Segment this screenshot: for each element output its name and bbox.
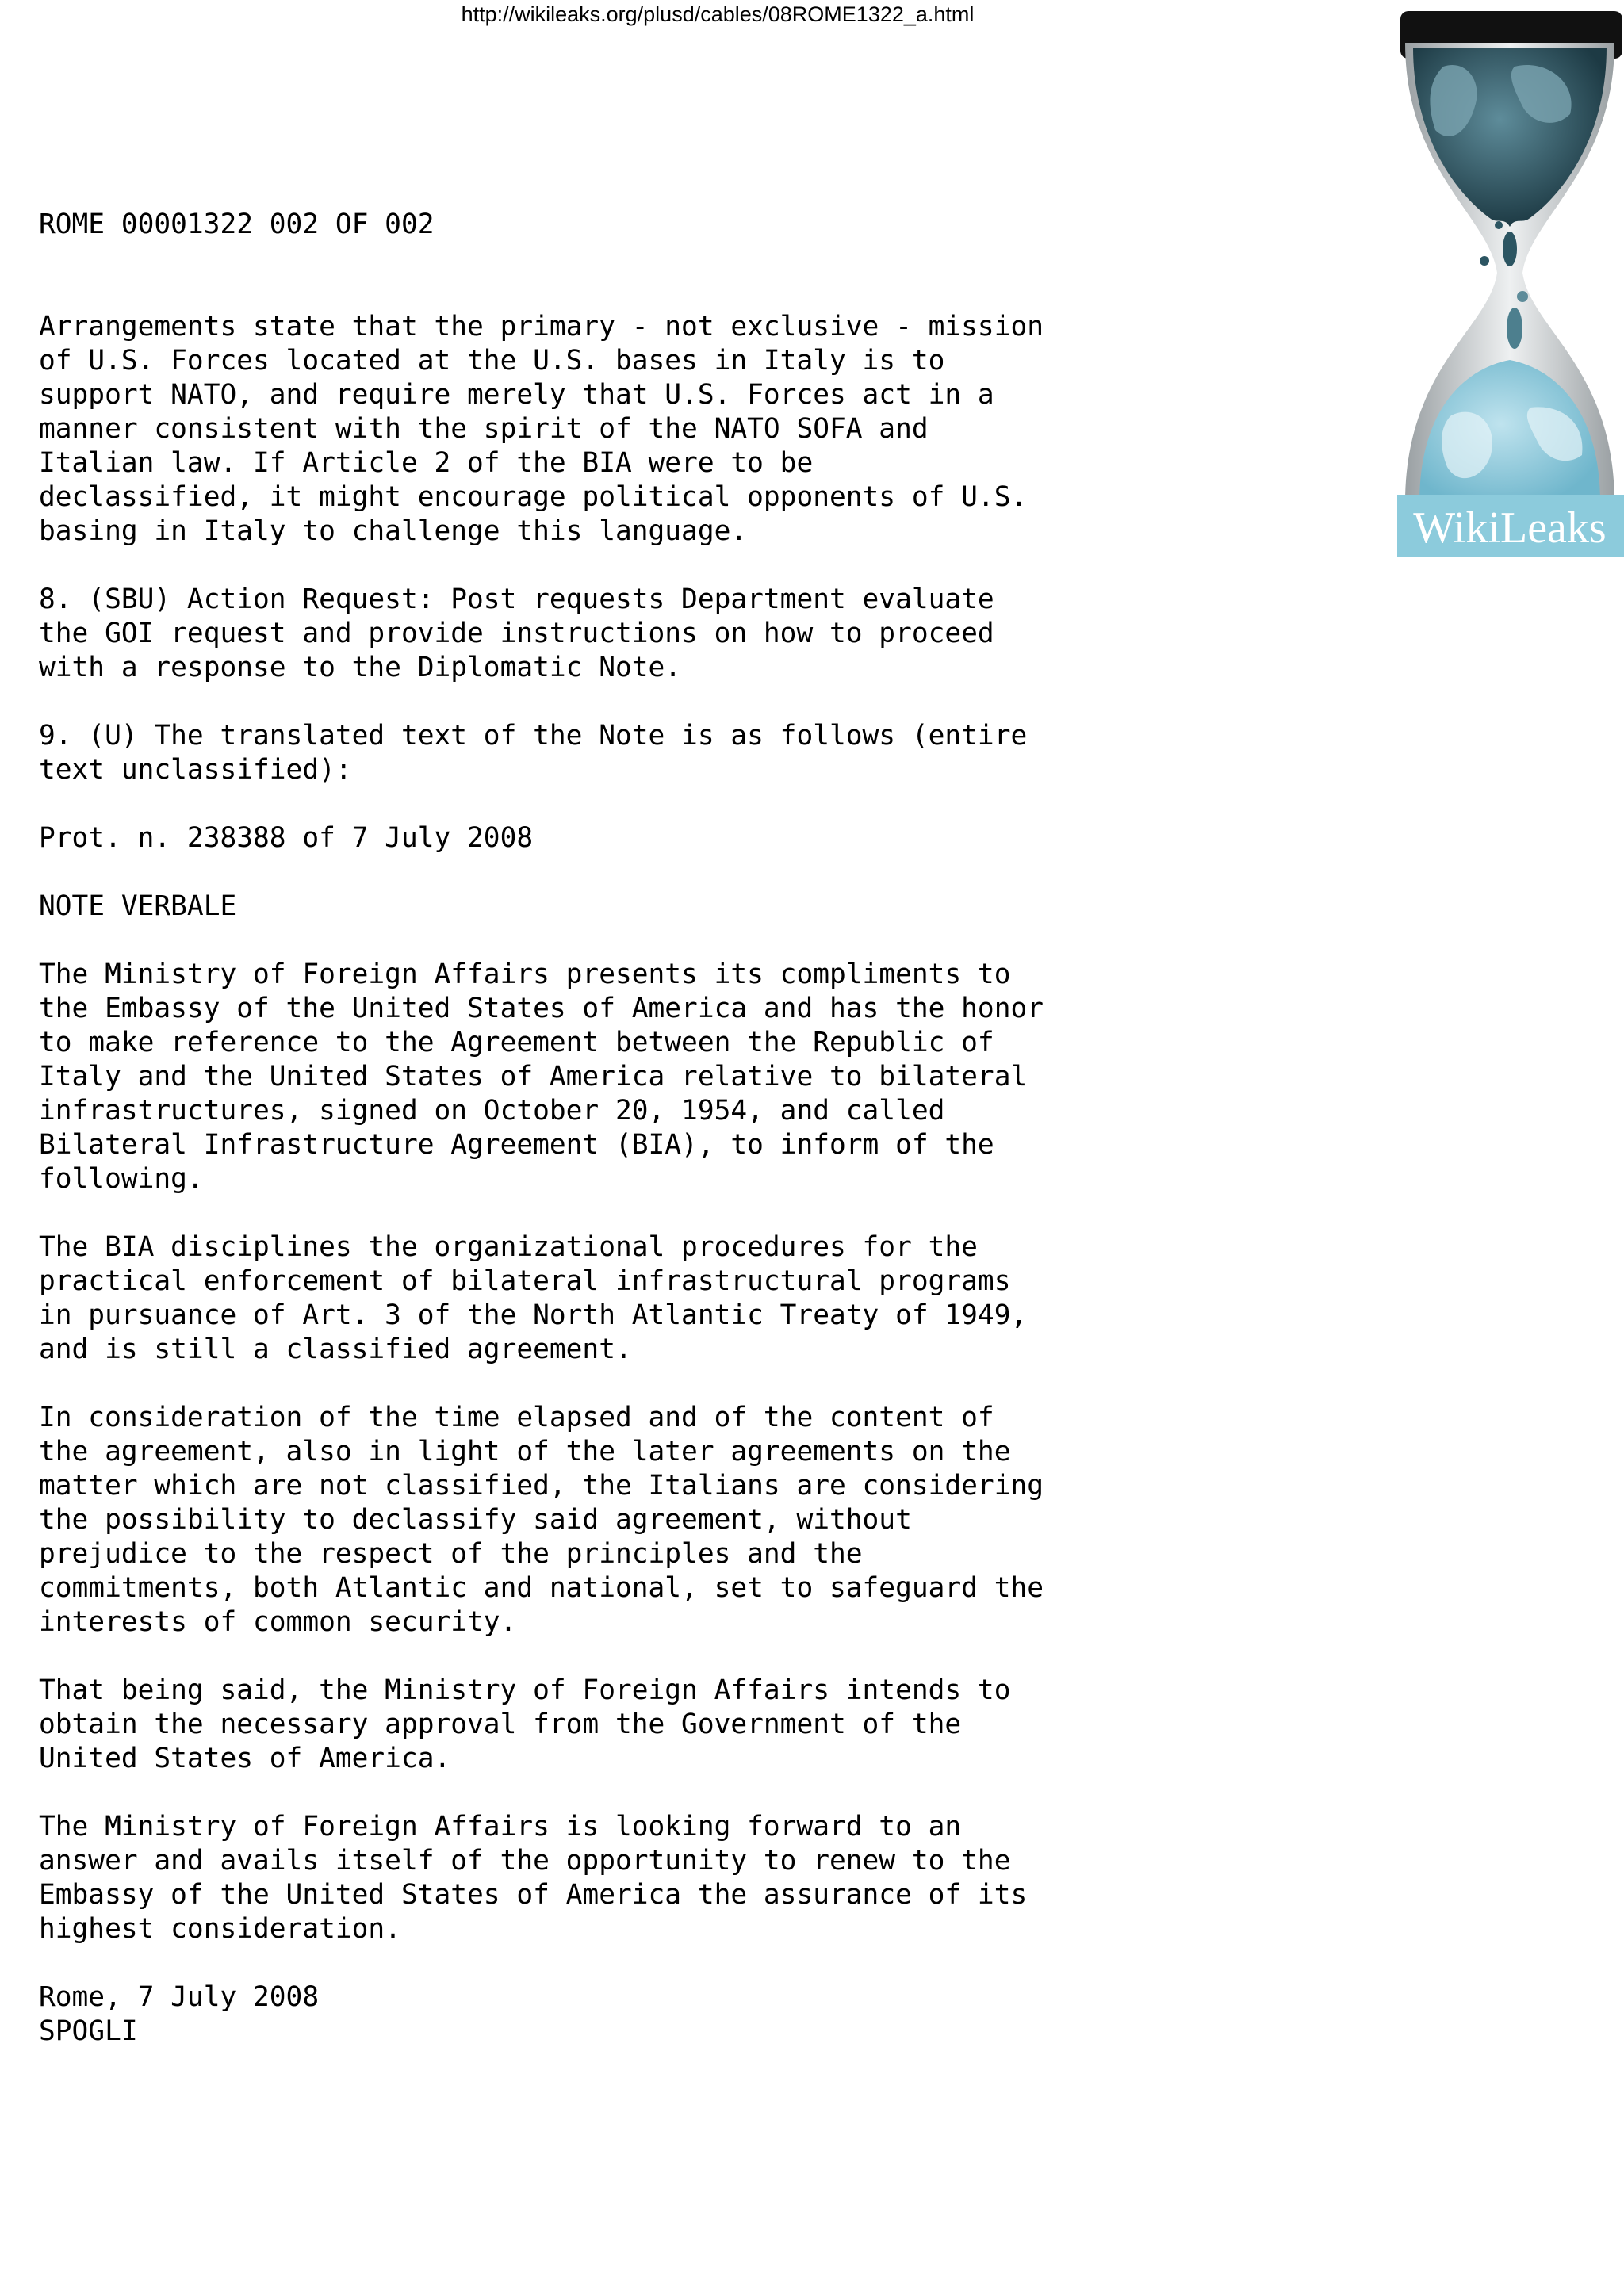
source-url: http://wikileaks.org/plusd/cables/08ROME1322_a.html (461, 2, 975, 26)
paragraph-8-action-request: 8. (SBU) Action Request: Post requests Department evaluate the GOI request and provide instructions on how to proceed with a response to the Diplomatic Note. (39, 584, 994, 683)
place-and-date: Rome, 7 July 2008 (39, 1981, 320, 2013)
wikileaks-logo-text: WikiLeaks (1413, 503, 1607, 553)
paragraph-consideration: In consideration of the time elapsed and of the content of the agreement, also in light of the later agreements on the matter which are not classified, the Italians are considering the possibility to declassify said agreement, without prejudice to the respect of the principles and the commitments, both Atlantic and national, set to safeguard the interests of common security. (39, 1402, 1044, 1638)
wikileaks-hourglass-logo (1396, 11, 1624, 557)
note-title: NOTE VERBALE (39, 890, 237, 922)
paragraph-bia-disciplines: The BIA disciplines the organizational procedures for the practical enforcement of bilateral infrastructural programs in pursuance of Art. 3 of the North Atlantic Treaty of 1949, and is still a classified agreement. (39, 1231, 1028, 1365)
paragraph-closing: The Ministry of Foreign Affairs is looking forward to an answer and avails itself of the opportunity to renew to the Embassy of the United States of America the assurance of its highest consideration. (39, 1811, 1028, 1945)
paragraph-arrangements: Arrangements state that the primary - not exclusive - mission of U.S. Forces located at the U.S. bases in Italy is to support NATO, and require merely that U.S. Forces act in a manner consistent with the spirit of the NATO SOFA and Italian law. If Article 2 of the BIA were to be declassified, it might encourage political opponents of U.S. basing in Italy to challenge this language. (39, 311, 1044, 547)
paragraph-9-translation: 9. (U) The translated text of the Note is as follows (entire text unclassified): (39, 720, 1028, 786)
protocol-number: Prot. n. 238388 of 7 July 2008 (39, 822, 534, 854)
cable-document (39, 208, 1387, 2049)
page-reference: ROME 00001322 002 OF 002 (39, 209, 435, 240)
paragraph-approval: That being said, the Ministry of Foreign Affairs intends to obtain the necessary approval from the Government of the United States of America. (39, 1674, 1011, 1774)
signature: SPOGLI (39, 2015, 138, 2047)
paragraph-ministry-compliments: The Ministry of Foreign Affairs presents its compliments to the Embassy of the United States of America and has the honor to make reference to the Agreement between the Republic of Italy and the United States of America relative to bilateral infrastructures, signed on October 20, 1954, and called Bilateral Infrastructure Agreement (BIA), to inform of the following. (39, 959, 1044, 1195)
